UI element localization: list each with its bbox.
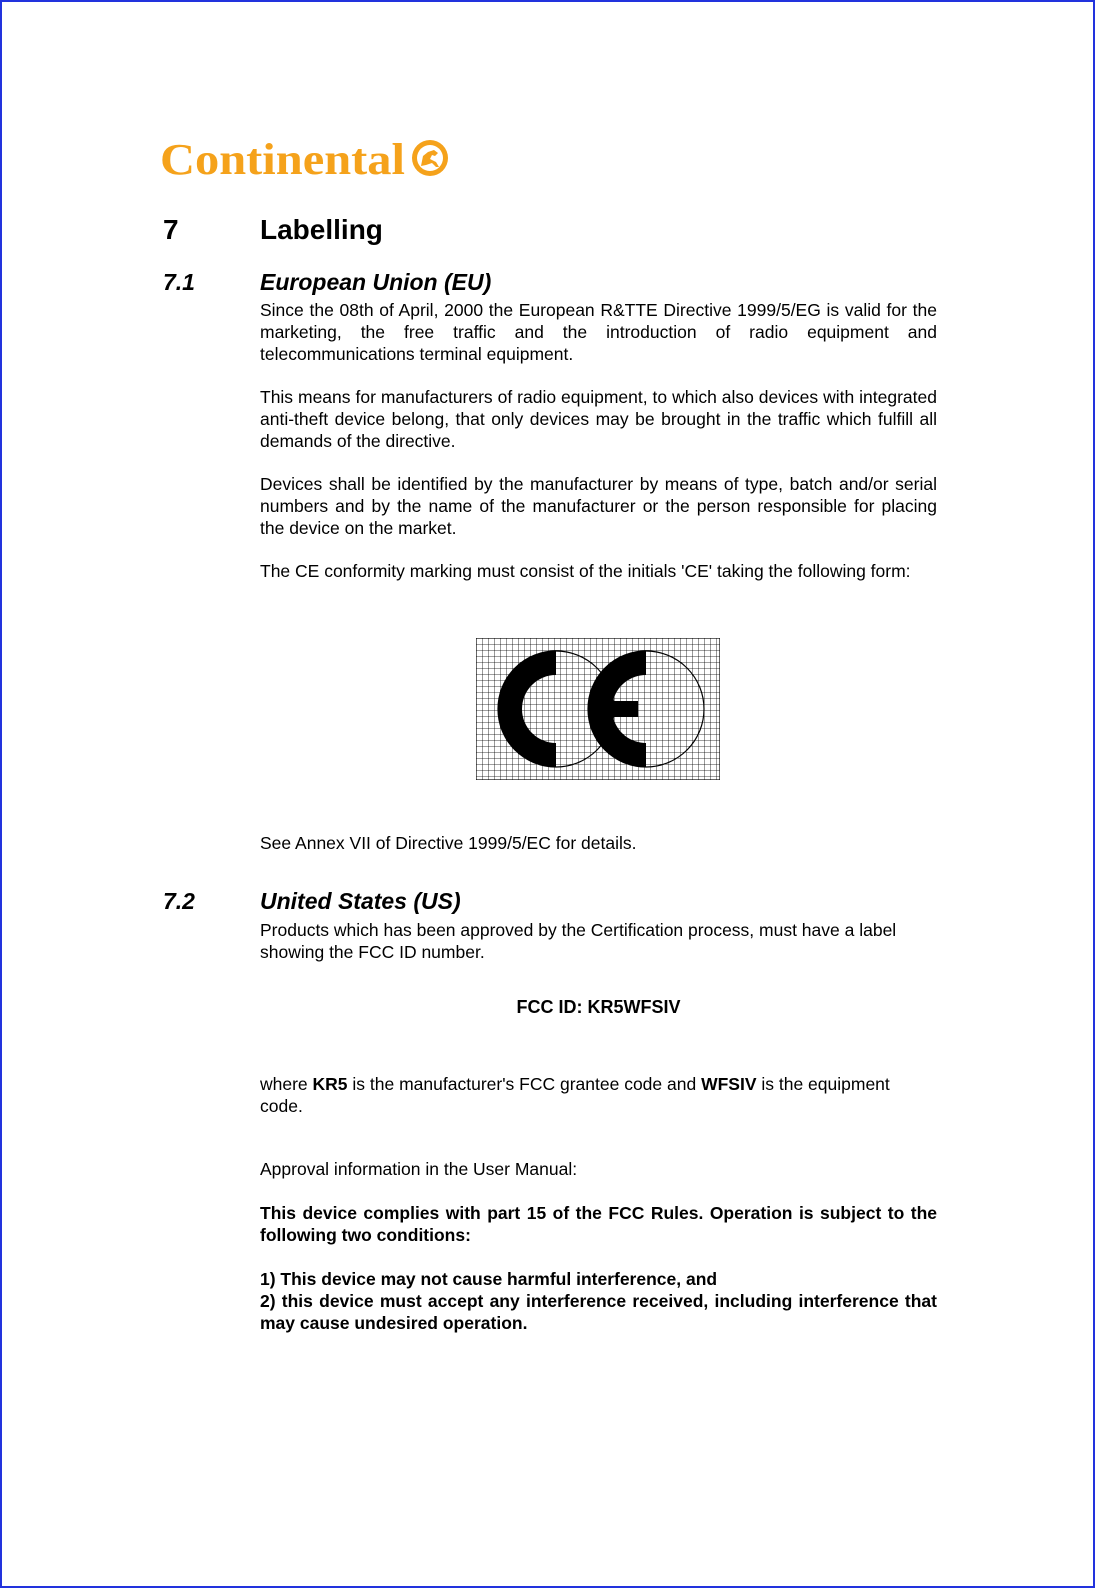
fcc-code-explanation: [260, 1073, 937, 1117]
section-7-number: 7: [163, 214, 179, 245]
section-7-2-number: 7.2: [163, 888, 195, 914]
section-7-2-title: United States (US): [260, 888, 461, 914]
fcc-compliance-statement: This device complies with part 15 of the FCC Rules. Operation is subject to the following two conditions:: [260, 1203, 937, 1245]
where-suffix: is the equipment code.: [260, 1074, 890, 1116]
approval-intro: Approval information in the User Manual:: [260, 1159, 578, 1179]
logo-wordmark: Continental: [160, 135, 405, 184]
section-7-1-title: European Union (EU): [260, 269, 492, 295]
eu-paragraph-2: This means for manufacturers of radio equipment, to which also devices with integrated anti-theft device belong, that only devices may be brought in the traffic which fulfill all demands of the directive.: [260, 387, 937, 451]
fcc-condition-2: 2) this device must accept any interference received, including interference that may cause undesired operation.: [260, 1291, 937, 1333]
where-mid: is the manufacturer's FCC grantee code and: [347, 1074, 702, 1094]
ce-conformity-mark: [476, 638, 720, 780]
horse-emblem-icon: [412, 140, 448, 176]
annex-note: See Annex VII of Directive 1999/5/EC for details.: [260, 833, 637, 853]
continental-logo: [160, 132, 460, 184]
section-7-1-number: 7.1: [163, 269, 195, 295]
us-paragraph-1: Products which has been approved by the Certification process, must have a label showing the FCC ID number.: [260, 920, 897, 962]
eu-paragraph-1: Since the 08th of April, 2000 the European R&TTE Directive 1999/5/EG is valid for the marketing, the free traffic and the introduction of radio equipment and telecommunications terminal equipment.: [260, 300, 937, 364]
fcc-id-label: FCC ID: KR5WFSIV: [516, 997, 681, 1017]
eu-paragraph-3: Devices shall be identified by the manufacturer by means of type, batch and/or serial numbers and by the name of the manufacturer or the person responsible for placing the device on the market.: [260, 474, 937, 538]
where-prefix: where: [260, 1074, 313, 1094]
equipment-code: WFSIV: [701, 1074, 757, 1094]
grantee-code: KR5: [312, 1074, 348, 1094]
eu-paragraph-4: The CE conformity marking must consist of the initials 'CE' taking the following form:: [260, 561, 911, 581]
section-7-title: Labelling: [260, 214, 383, 245]
fcc-condition-1: 1) This device may not cause harmful interference, and: [260, 1269, 718, 1289]
